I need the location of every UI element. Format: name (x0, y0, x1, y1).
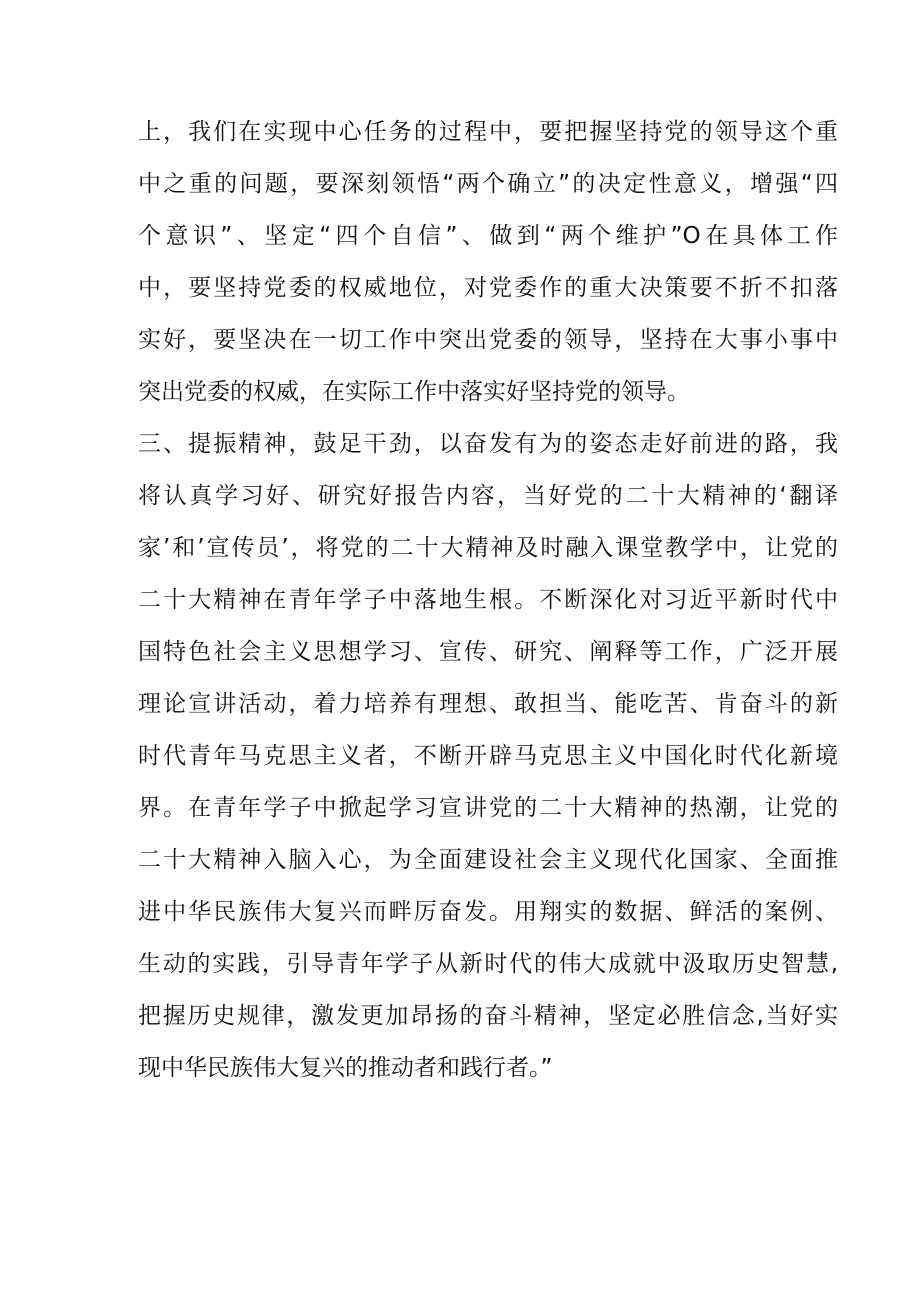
text-line: 三、提振精神，鼓足干劲，以奋发有为的姿态走好前进的路，我 (138, 431, 838, 457)
text-line: 中之重的问题，要深刻领悟“两个确立”的决定性意义，增强“四 (138, 171, 838, 197)
text-line: 中，要坚持党委的权威地位，对党委作的重大决策要不折不扣落 (138, 275, 838, 301)
paragraph-1 (138, 106, 838, 418)
text-line: 个意识”、坚定“四个自信”、做到“两个维护”O在具体工作 (138, 223, 838, 249)
text-line: 时代青年马克思主义者，不断开辟马克思主义中国化时代化新境 (138, 743, 838, 769)
text-line: 家’和’宣传员’，将党的二十大精神及时融入课堂教学中，让党的 (138, 535, 838, 561)
paragraph-2 (138, 418, 838, 1094)
text-line: 实好，要坚决在一切工作中突出党委的领导，坚持在大事小事中 (138, 327, 838, 353)
text-line: 突出党委的权威，在实际工作中落实好坚持党的领导。 (138, 379, 690, 405)
text-line: 生动的实践，引导青年学子从新时代的伟大成就中汲取历史智慧, (138, 951, 838, 977)
text-line: 将认真学习好、研究好报告内容，当好党的二十大精神的‘翻译 (138, 483, 838, 509)
text-line: 二十大精神入脑入心，为全面建设社会主义现代化国家、全面推 (138, 847, 838, 873)
text-line: 进中华民族伟大复兴而畔厉奋发。用翔实的数据、鲜活的案例、 (138, 899, 838, 925)
text-line: 上，我们在实现中心任务的过程中，要把握坚持党的领导这个重 (138, 119, 838, 145)
text-line: 二十大精神在青年学子中落地生根。不断深化对习近平新时代中 (138, 587, 838, 613)
text-line: 把握历史规律，激发更加昂扬的奋斗精神，坚定必胜信念,当好实 (138, 1003, 838, 1029)
text-line: 现中华民族伟大复兴的推动者和践行者。” (138, 1055, 553, 1081)
text-line: 国特色社会主义思想学习、宣传、研究、阐释等工作，广泛开展 (138, 639, 838, 665)
text-line: 界。在青年学子中掀起学习宣讲党的二十大精神的热潮，让党的 (138, 795, 838, 821)
body-text (138, 106, 838, 1094)
text-line: 理论宣讲活动，着力培养有理想、敢担当、能吃苦、肯奋斗的新 (138, 691, 838, 717)
